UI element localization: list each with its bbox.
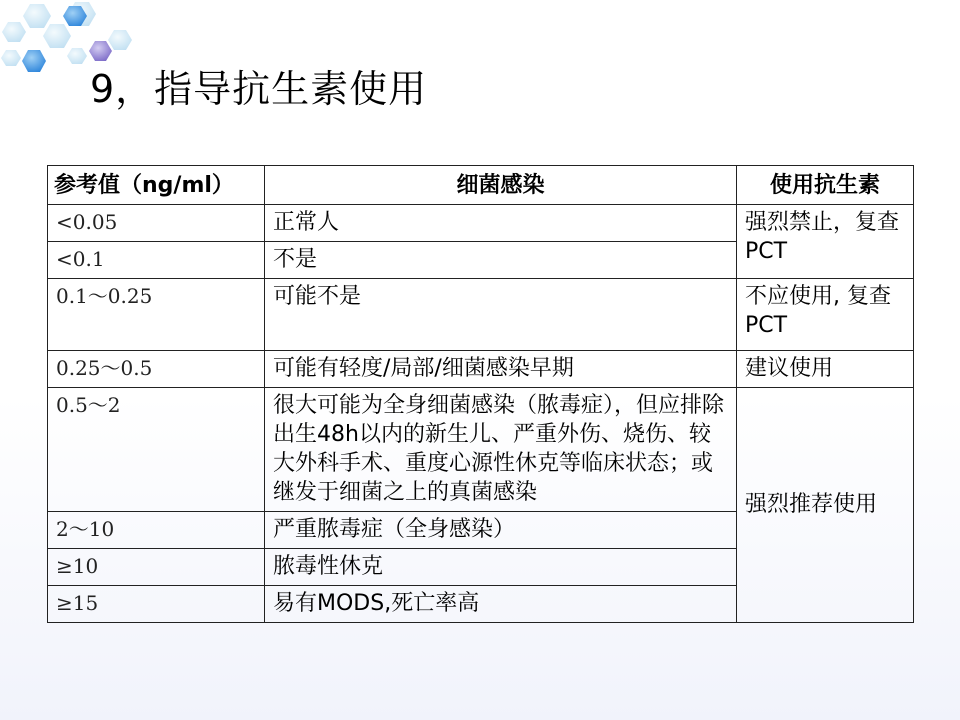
hexagon-light bbox=[43, 24, 71, 48]
hexagon-light bbox=[23, 4, 51, 28]
cell-infection: 很大可能为全身细菌感染（脓毒症），但应排除出生48h以内的新生儿、严重外伤、烧伤、较大外科手术、重度心源性休克等临床状态；或继发于细菌之上的真菌感染 bbox=[265, 388, 737, 512]
cell-usage: 建议使用 bbox=[737, 351, 914, 388]
cell-infection: 正常人 bbox=[265, 205, 737, 242]
slide-title: 9，指导抗生素使用 bbox=[90, 67, 428, 111]
table-row bbox=[48, 205, 914, 242]
cell-value: <0.05 bbox=[48, 205, 265, 242]
header-antibiotic-use: 使用抗生素 bbox=[737, 166, 914, 205]
cell-value: 0.5～2 bbox=[48, 388, 265, 512]
table-row bbox=[48, 351, 914, 388]
table-row bbox=[48, 279, 914, 351]
cell-value: 0.25～0.5 bbox=[48, 351, 265, 388]
cell-usage: 强烈禁止，复查PCT bbox=[737, 205, 914, 279]
hexagon-light bbox=[67, 48, 87, 64]
cell-usage: 不应使用, 复查PCT bbox=[737, 279, 914, 351]
cell-infection: 可能不是 bbox=[265, 279, 737, 351]
cell-value: ≥15 bbox=[48, 586, 265, 623]
table-row bbox=[48, 388, 914, 512]
cell-infection: 不是 bbox=[265, 242, 737, 279]
cell-infection: 可能有轻度/局部/细菌感染早期 bbox=[265, 351, 737, 388]
hexagon-blue bbox=[22, 50, 46, 72]
hexagon-light bbox=[1, 50, 21, 66]
header-reference-value: 参考值（ng/ml） bbox=[48, 166, 265, 205]
table-header-row bbox=[48, 166, 914, 205]
cell-infection: 易有MODS,死亡率高 bbox=[265, 586, 737, 623]
hexagon-light bbox=[2, 22, 26, 42]
cell-value: <0.1 bbox=[48, 242, 265, 279]
cell-value: 2～10 bbox=[48, 512, 265, 549]
hexagon-light bbox=[108, 30, 132, 50]
cell-infection: 脓毒性休克 bbox=[265, 549, 737, 586]
cell-infection: 严重脓毒症（全身感染） bbox=[265, 512, 737, 549]
cell-value: 0.1～0.25 bbox=[48, 279, 265, 351]
hexagon-purple bbox=[89, 41, 112, 61]
cell-value: ≥10 bbox=[48, 549, 265, 586]
cell-usage: 强烈推荐使用 bbox=[737, 388, 914, 623]
header-bacterial-infection: 细菌感染 bbox=[265, 166, 737, 205]
pct-reference-table bbox=[47, 165, 914, 623]
